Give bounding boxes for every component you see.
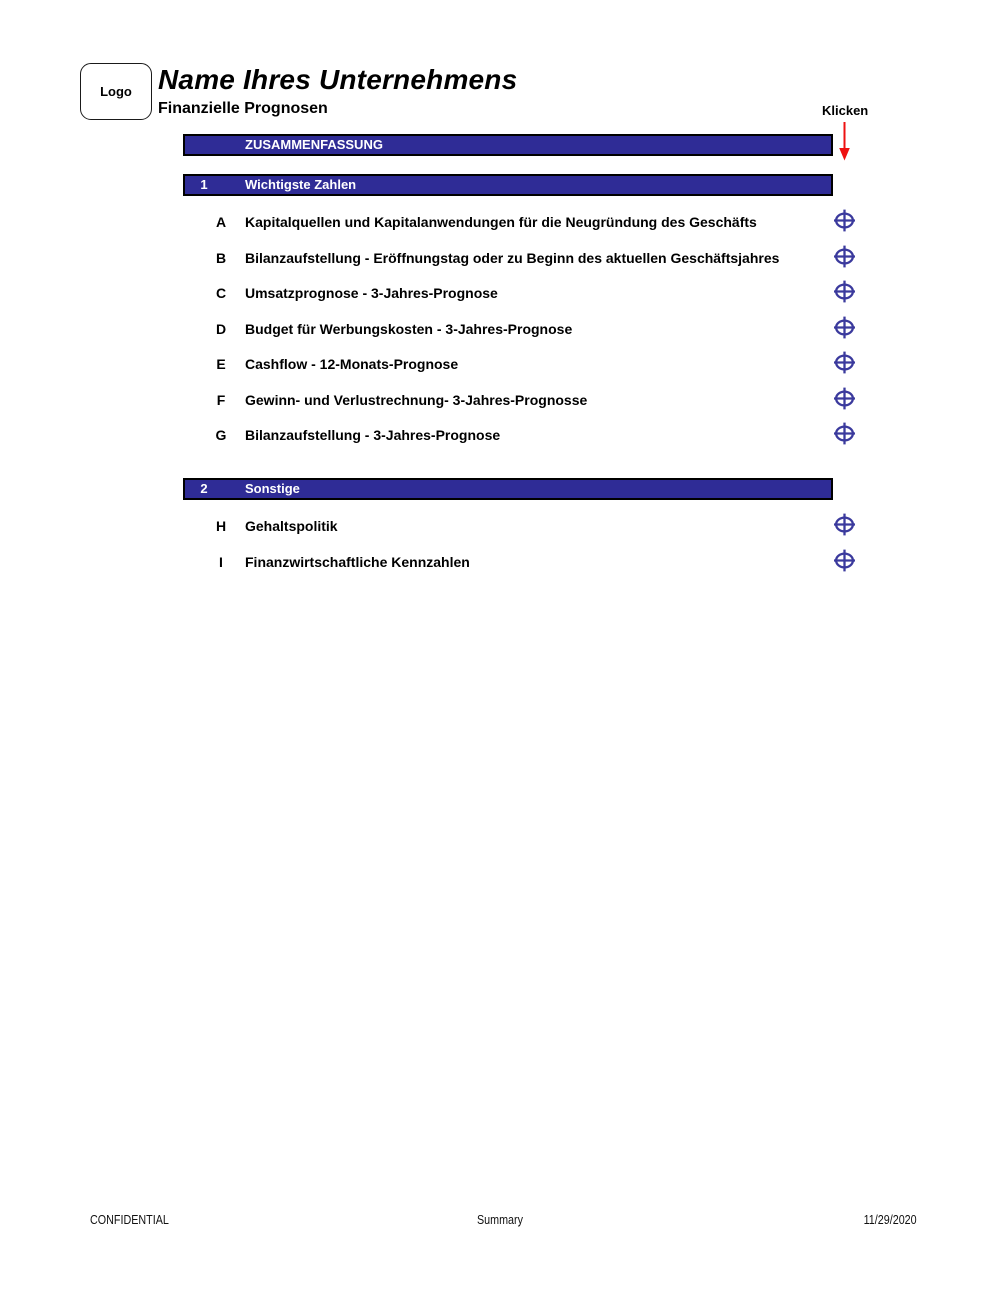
item-label: Budget für Werbungskosten - 3-Jahres-Prognose [245, 321, 573, 337]
confidential-label: CONFIDENTIAL [90, 1213, 169, 1227]
summary-title: ZUSAMMENFASSUNG [245, 137, 383, 152]
company-name: Name Ihres Unternehmens [158, 64, 518, 95]
section-title: Sonstige [245, 481, 300, 496]
item-letter: I [219, 554, 223, 570]
crosshair-link-icon[interactable] [832, 549, 857, 572]
item-label: Kapitalquellen und Kapitalanwendungen für die Neugründung des Geschäfts [245, 214, 757, 230]
crosshair-link-icon[interactable] [832, 387, 857, 410]
crosshair-link-icon[interactable] [832, 280, 857, 303]
item-label: Cashflow - 12-Monats-Prognose [245, 356, 459, 372]
item-letter: C [215, 285, 227, 301]
date-label: 11/29/2020 [863, 1213, 917, 1227]
section-number: 1 [200, 177, 208, 192]
crosshair-link-icon[interactable] [832, 351, 857, 374]
toc-row-h [0, 517, 1000, 541]
section-number: 2 [200, 481, 208, 496]
item-letter: B [215, 250, 227, 266]
item-letter: A [215, 214, 227, 230]
logo-label: Logo [100, 84, 132, 99]
item-label: Umsatzprognose - 3-Jahres-Prognose [245, 285, 498, 301]
item-label: Bilanzaufstellung - Eröffnungstag oder zu Beginn des aktuellen Geschäftsjahres [245, 250, 780, 266]
crosshair-link-icon[interactable] [832, 316, 857, 339]
item-label: Finanzwirtschaftliche Kennzahlen [245, 554, 470, 570]
toc-row-a [0, 213, 1000, 237]
item-letter: G [215, 427, 227, 443]
toc-row-f [0, 391, 1000, 415]
item-label: Gewinn- und Verlustrechnung- 3-Jahres-Prognosse [245, 392, 588, 408]
page-subtitle: Finanzielle Prognosen [158, 100, 328, 117]
crosshair-link-icon[interactable] [832, 422, 857, 445]
section-title: Wichtigste Zahlen [245, 177, 357, 192]
item-label: Bilanzaufstellung - 3-Jahres-Prognose [245, 427, 501, 443]
section-2-bar [183, 478, 833, 500]
item-letter: E [216, 356, 226, 372]
click-hint-label: Klicken [822, 103, 869, 118]
item-letter: F [216, 392, 226, 408]
item-letter: H [215, 518, 227, 534]
item-letter: D [215, 321, 227, 337]
crosshair-link-icon[interactable] [832, 245, 857, 268]
logo [80, 63, 152, 120]
toc-row-i [0, 553, 1000, 577]
crosshair-link-icon[interactable] [832, 209, 857, 232]
toc-row-e [0, 355, 1000, 379]
toc-row-b [0, 249, 1000, 273]
crosshair-link-icon[interactable] [832, 513, 857, 536]
toc-row-g [0, 426, 1000, 450]
toc-row-c [0, 284, 1000, 308]
item-label: Gehaltspolitik [245, 518, 338, 534]
section-1-bar [183, 174, 833, 196]
down-arrow-icon [838, 122, 851, 161]
toc-row-d [0, 320, 1000, 344]
summary-title-bar [183, 134, 833, 156]
sheet-name-label: Summary [476, 1213, 523, 1227]
